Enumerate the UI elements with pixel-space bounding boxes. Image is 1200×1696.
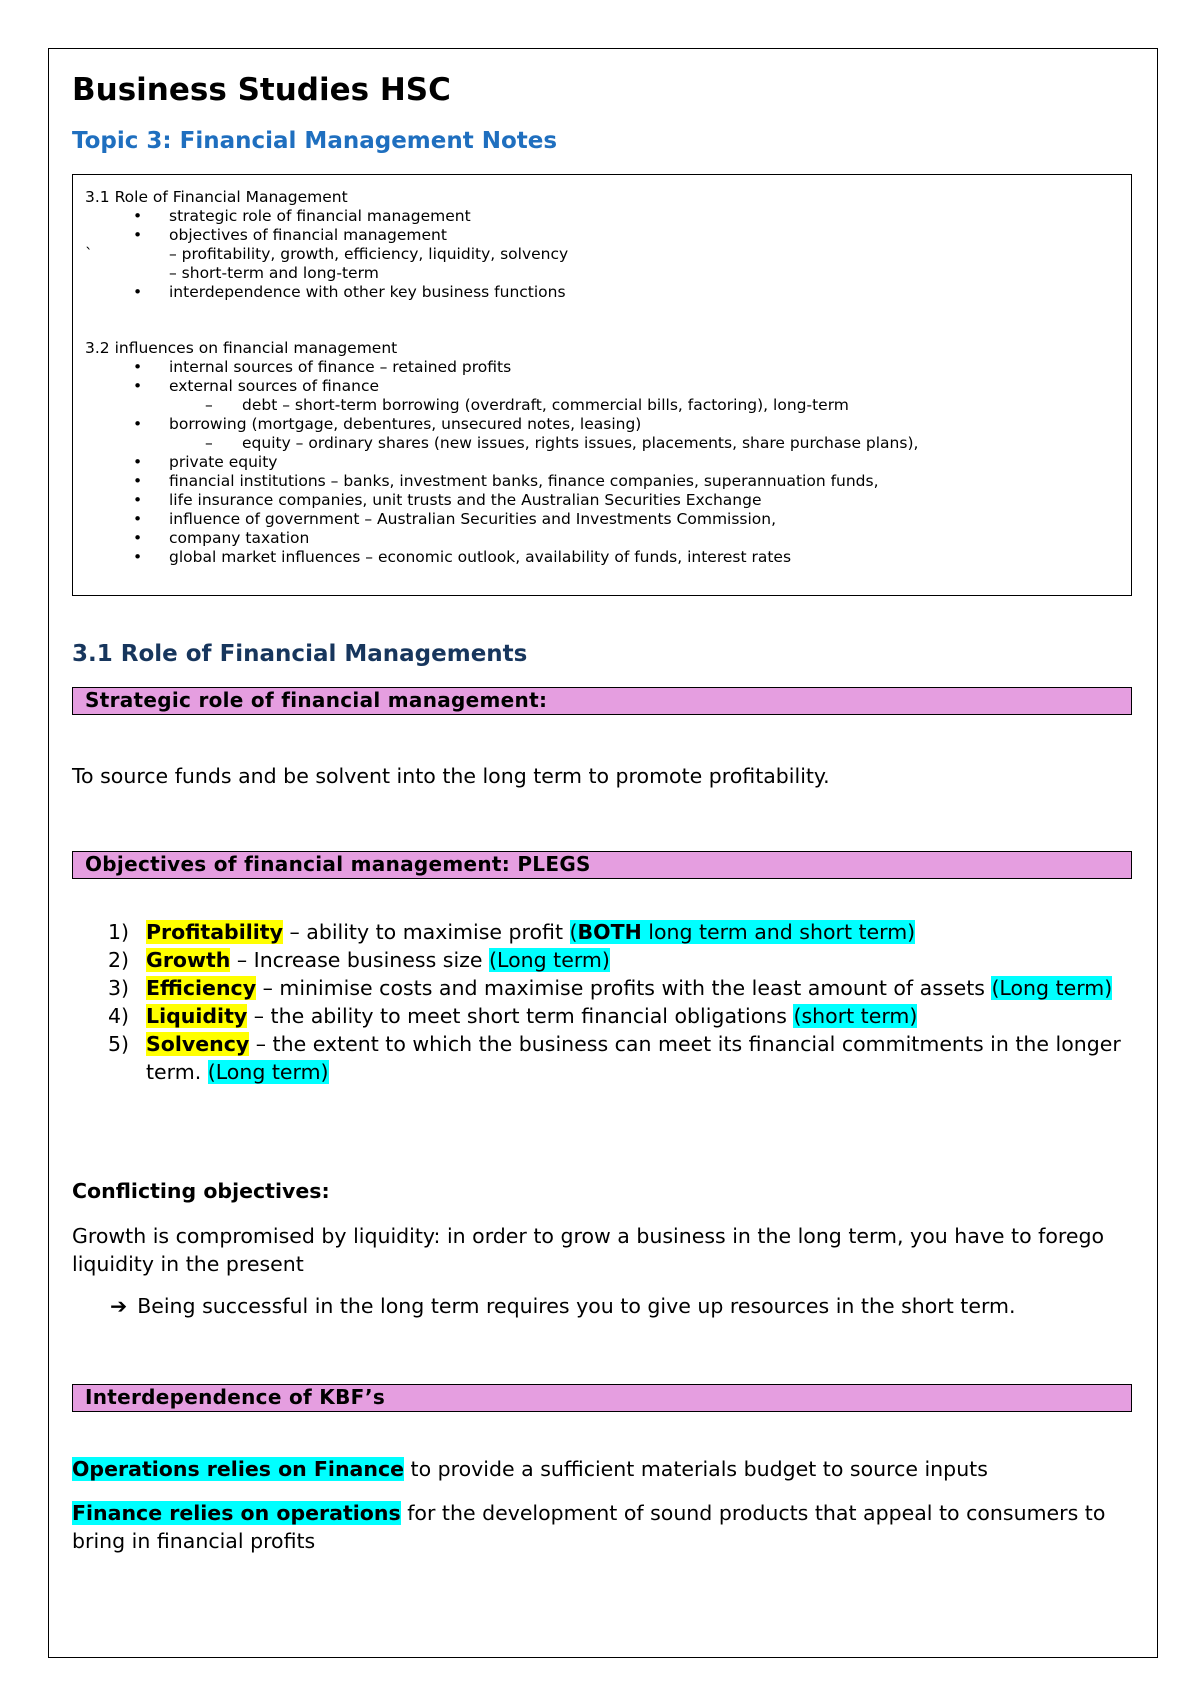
conflicting-heading: Conflicting objectives:: [72, 1179, 330, 1203]
timeframe-tag: (short term): [793, 1004, 918, 1028]
bullet-icon: •: [133, 283, 143, 301]
list-item: ` – profitability, growth, efficiency, liquidity, solvency: [85, 245, 569, 263]
bullet-icon: •: [133, 491, 143, 509]
list-item: – short-term and long-term: [169, 264, 379, 282]
term-highlight: Solvency: [146, 1032, 250, 1056]
term-highlight: Liquidity: [146, 1004, 248, 1028]
bullet-icon: •: [133, 548, 143, 566]
syllabus-box: [72, 174, 1132, 596]
document-subtitle: Topic 3: Financial Management Notes: [72, 128, 558, 154]
list-item: • financial institutions – banks, investment banks, finance companies, superannuation funds,: [133, 472, 879, 490]
syllabus-heading: 3.1 Role of Financial Management: [85, 188, 348, 206]
term-highlight: Finance relies on operations: [72, 1501, 401, 1525]
bullet-icon: •: [133, 529, 143, 547]
bullet-icon: •: [133, 207, 143, 225]
list-item: 3) Efficiency – minimise costs and maximise profits with the least amount of assets (Long term): [108, 976, 1113, 1000]
bullet-icon: •: [133, 415, 143, 433]
bullet-icon: •: [133, 453, 143, 471]
bullet-icon: •: [133, 472, 143, 490]
bullet-icon: •: [133, 358, 143, 376]
list-item: • private equity: [133, 453, 278, 471]
list-item: • global market influences – economic outlook, availability of funds, interest rates: [133, 548, 792, 566]
timeframe-tag: (BOTH long term and short term): [569, 920, 916, 944]
bullet-icon: •: [133, 377, 143, 395]
list-item: • influence of government – Australian Securities and Investments Commission,: [133, 510, 777, 528]
term-highlight: Operations relies on Finance: [72, 1457, 405, 1481]
list-item: 1) Profitability – ability to maximise profit (BOTH long term and short term): [108, 920, 916, 944]
term-highlight: Profitability: [146, 920, 283, 944]
list-item: • life insurance companies, unit trusts and the Australian Securities Exchange: [133, 491, 762, 509]
list-item: • internal sources of finance – retained profits: [133, 358, 512, 376]
syllabus-section-3-1: [85, 188, 568, 302]
list-item: • objectives of financial management: [133, 226, 447, 244]
list-item: 4) Liquidity – the ability to meet short term financial obligations (short term): [108, 1004, 918, 1028]
conflicting-text: Growth is compromised by liquidity: in order to grow a business in the long term, you have to forego liquidity in the present: [72, 1224, 1105, 1276]
dash-icon: –: [205, 434, 213, 452]
syllabus-section-3-2: [85, 339, 918, 567]
syllabus-heading: 3.2 influences on financial management: [85, 339, 398, 357]
list-item: • interdependence with other key business functions: [133, 283, 566, 301]
list-item: • strategic role of financial management: [133, 207, 471, 225]
list-item: – debt – short-term borrowing (overdraft, commercial bills, factoring), long-term: [205, 396, 849, 414]
section-band-interdependence: Interdependence of KBF’s: [72, 1384, 1132, 1412]
section-heading: 3.1 Role of Financial Managements: [72, 641, 528, 667]
strategic-role-text: To source funds and be solvent into the long term to promote profitability.: [72, 764, 830, 788]
term-highlight: Growth: [146, 948, 231, 972]
timeframe-tag: (Long term): [207, 1060, 329, 1084]
arrow-point: ➔ Being successful in the long term requires you to give up resources in the short term.: [110, 1294, 1016, 1318]
list-item: – equity – ordinary shares (new issues, rights issues, placements, share purchase plans),: [205, 434, 919, 452]
timeframe-tag: (Long term): [991, 976, 1113, 1000]
section-band-objectives: Objectives of financial management: PLEGS: [72, 851, 1132, 879]
dash-icon: –: [205, 396, 213, 414]
list-item: 5) Solvency – the extent to which the business can meet its financial commitments in the longer term. (Long term): [108, 1032, 1121, 1084]
objectives-list: [72, 918, 1132, 1086]
timeframe-tag: (Long term): [489, 948, 610, 972]
document-title: Business Studies HSC: [72, 72, 451, 108]
arrow-right-icon: ➔: [110, 1294, 128, 1318]
kbf-finance-text: Finance relies on operations for the development of sound products that appeal to consumers to bring in financial profits: [72, 1501, 1106, 1553]
kbf-operations-text: Operations relies on Finance to provide a sufficient materials budget to source inputs: [72, 1457, 988, 1481]
term-highlight: Efficiency: [146, 976, 257, 1000]
list-item: • company taxation: [133, 529, 310, 547]
list-item: • borrowing (mortgage, debentures, unsecured notes, leasing): [133, 415, 642, 433]
list-item: • external sources of finance: [133, 377, 380, 395]
list-item: 2) Growth – Increase business size (Long term): [108, 948, 610, 972]
bullet-icon: •: [133, 510, 143, 528]
backtick-mark: `: [85, 245, 93, 263]
section-band-strategic-role: Strategic role of financial management:: [72, 687, 1132, 715]
bullet-icon: •: [133, 226, 143, 244]
